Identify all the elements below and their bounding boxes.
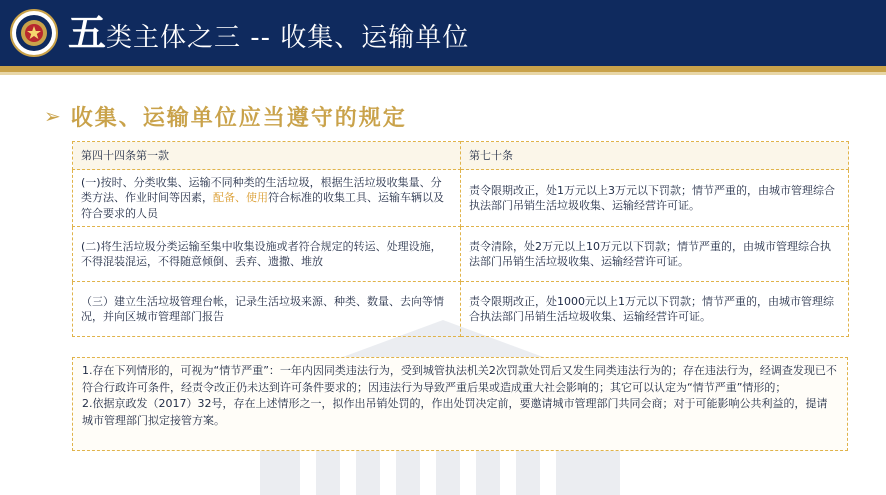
table-row bbox=[73, 170, 849, 227]
highlighted-text: 配备、使用 bbox=[213, 191, 268, 205]
header-light-stripe bbox=[0, 72, 886, 75]
requirement-text-tail: 符合标准的收集工具、运输车辆以及符合要求的人员 bbox=[81, 191, 444, 220]
section-heading bbox=[44, 99, 407, 133]
table-cell-requirement bbox=[73, 170, 461, 227]
title-number: 五 bbox=[68, 11, 107, 55]
table-cell-requirement: （三）建立生活垃圾管理台帐，记录生活垃圾来源、种类、数量、去向等情况，并向区城市管理部门报告 bbox=[73, 282, 461, 337]
table-header-cell: 第七十条 bbox=[461, 142, 849, 170]
note-item: 1.存在下列情形的，可视为“情节严重”：一年内因同类违法行为，受到城管执法机关2次罚款处罚后又发生同类违法行为的；存在违法行为，经调查发现已不符合行政许可条件，经责令改正仍未达到许可条件要求的；因违法行为导致严重后果或造成重大社会影响的；其它可以认定为“情节严重”情形的； bbox=[82, 364, 837, 394]
notes-box bbox=[72, 357, 848, 451]
requirement-text: (一)按时、分类收集、运输不同种类的生活垃圾，根据生活垃圾收集量、分类方法、作业时间等因素， bbox=[81, 175, 442, 205]
title-text: 类主体之三 -- 收集、运输单位 bbox=[106, 23, 470, 53]
table-row bbox=[73, 282, 849, 337]
table-cell-requirement: (二)将生活垃圾分类运输至集中收集设施或者符合规定的转运、处理设施，不得混装混运，不得随意倾倒、丢弃、遗撒、堆放 bbox=[73, 227, 461, 282]
arrow-bullet-icon: ➢ bbox=[44, 104, 61, 128]
section-heading-text: 收集、运输单位应当遵守的规定 bbox=[70, 105, 407, 131]
emblem-icon bbox=[10, 9, 58, 57]
table-cell-penalty: 责令限期改正，处1000元以上1万元以下罚款；情节严重的，由城市管理综合执法部门吊销生活垃圾收集、运输经营许可证。 bbox=[461, 282, 849, 337]
note-item: 2.依据京政发（2017）32号，存在上述情形之一，拟作出吊销处罚的，作出处罚决定前，要邀请城市管理部门共同会商；对于可能影响公共利益的，提请城市管理部门拟定接管方案。 bbox=[82, 397, 828, 427]
regulation-table bbox=[72, 141, 849, 337]
table-header-cell: 第四十四条第一款 bbox=[73, 142, 461, 170]
table-cell-penalty: 责令限期改正，处1万元以上3万元以下罚款；情节严重的，由城市管理综合执法部门吊销生活垃圾收集、运输经营许可证。 bbox=[461, 170, 849, 227]
table-cell-penalty: 责令清除，处2万元以上10万元以下罚款；情节严重的，由城市管理综合执法部门吊销生活垃圾收集、运输经营许可证。 bbox=[461, 227, 849, 282]
page-title bbox=[68, 10, 469, 56]
table-row bbox=[73, 227, 849, 282]
table-header-row bbox=[73, 142, 849, 170]
